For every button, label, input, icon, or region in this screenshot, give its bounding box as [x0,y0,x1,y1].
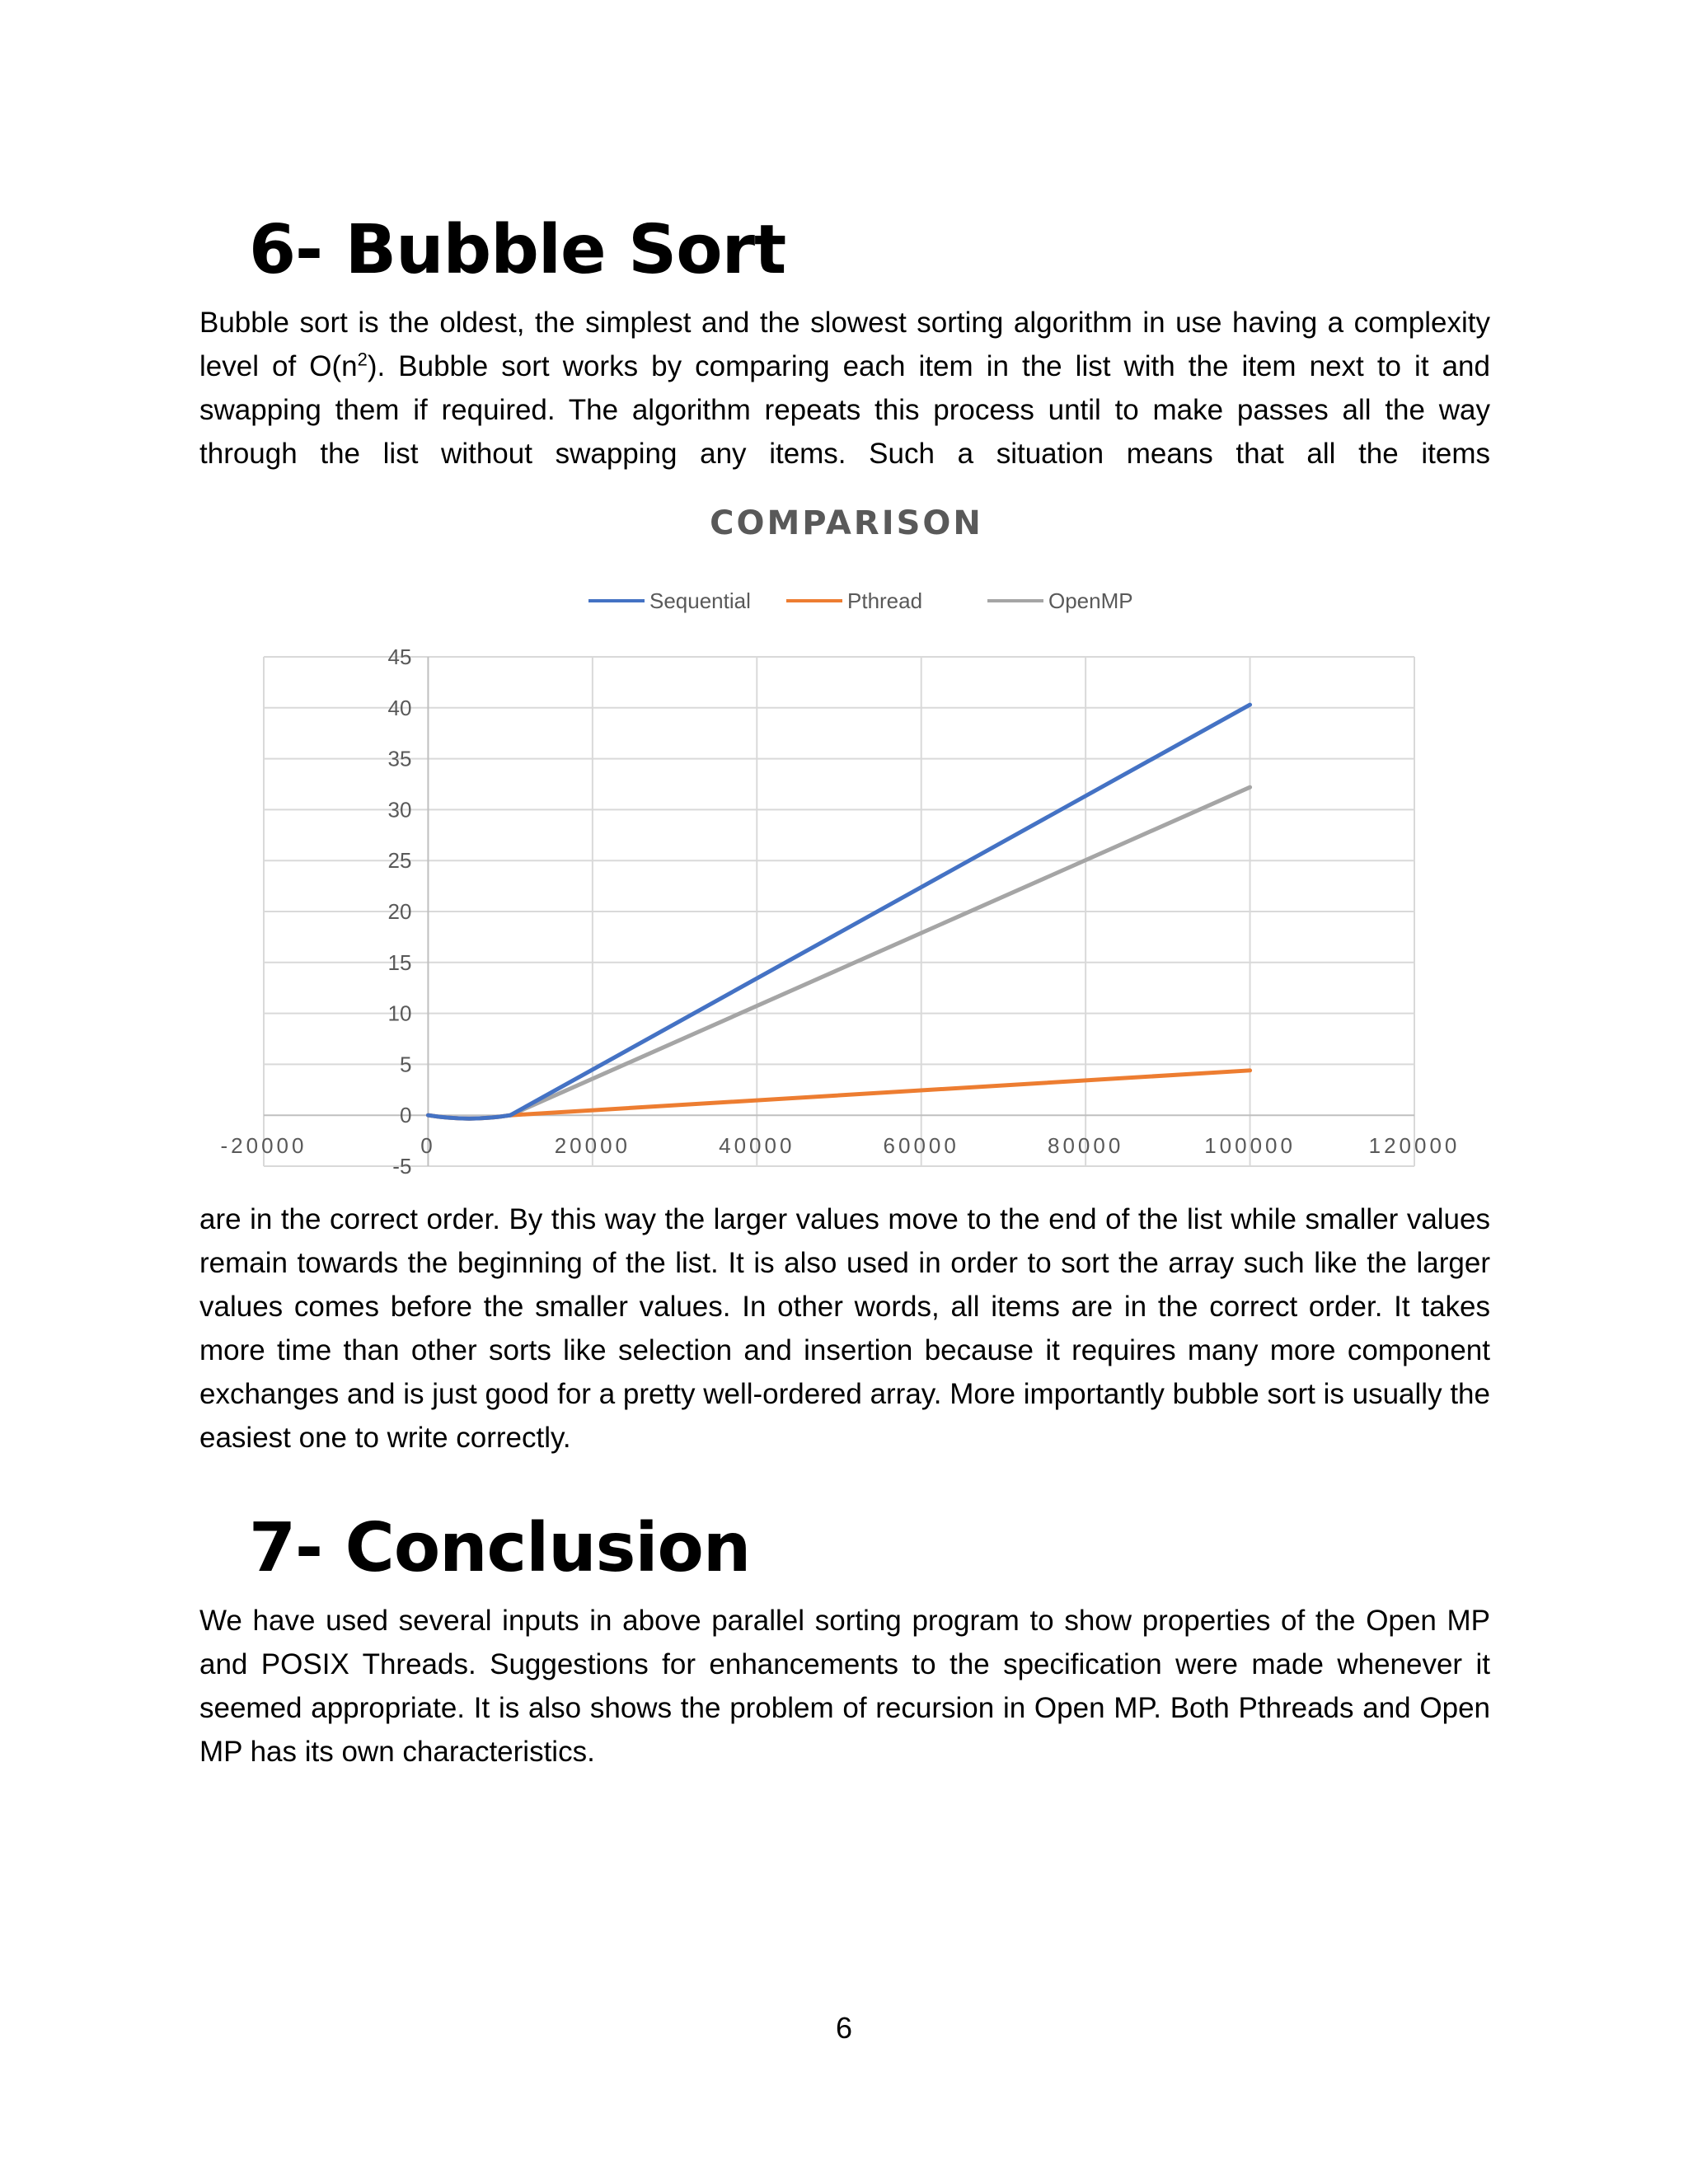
series-line-openmp [428,787,1250,1118]
conclusion-paragraph: We have used several inputs in above parallel sorting program to show properties of the Open MP and POSIX Threads. Suggestions for enhancements to the specification were made whenever it seemed appropriate. It is also shows the problem of recursion in Open MP. Both Pthreads and Open MP has its own characteristics. [199,1605,1490,1768]
x-tick-label: 40000 [719,1133,795,1159]
page-number: 6 [835,2011,853,2045]
x-tick-label: 60000 [883,1133,959,1159]
y-tick-label: 30 [387,797,412,823]
chart-title: COMPARISON [710,507,983,542]
comparison-chart [191,507,1502,1195]
x-tick-label: -20000 [220,1133,307,1159]
y-tick-label: 15 [387,949,412,975]
legend-label-sequential: Sequential [649,588,751,613]
y-tick-label: 45 [387,644,412,669]
section-heading-bubble-sort: 6- Bubble Sort [249,211,786,289]
x-tick-label: 80000 [1047,1133,1124,1159]
x-tick-label: 100000 [1204,1133,1296,1159]
y-tick-label: 35 [387,746,412,771]
x-tick-label: 0 [420,1133,436,1159]
y-tick-label: 5 [399,1052,412,1077]
bubble-sort-explanation-paragraph: are in the correct order. By this way the larger values move to the end of the list while smaller values remain towards the beginning of the list. It is also used in order to sort the array such like the larger values comes before the smaller values. In other words, all items are in the correct order. It takes more time than other sorts like selection and insertion because it requires many more component exchanges and is just good for a pretty well-ordered array. More importantly bubble sort is usually the easiest one to write correctly. [199,1203,1490,1454]
legend-label-pthread: Pthread [847,588,923,613]
y-tick-label: 25 [387,848,412,874]
y-tick-label: 40 [387,695,412,720]
x-tick-label: 20000 [554,1133,631,1159]
section-heading-conclusion: 7- Conclusion [249,1509,751,1587]
complexity-exponent: 2 [357,349,368,370]
intro-text-part1: Bubble sort is the oldest, the simplest and the slowest sorting algorithm in use having a complexity level of O(n [199,307,1490,382]
y-tick-label: 10 [387,1001,412,1026]
bubble-sort-intro-paragraph [199,301,1490,476]
x-tick-label: 120000 [1368,1133,1461,1159]
intro-text-part2: ). Bubble sort works by comparing each item in the list with the item next to it and swapping them if required. The algorithm repeats this process until to make passes all the way through the list without swapping any items. Such a situation means that all the items [199,350,1490,470]
y-tick-label: 0 [399,1103,412,1128]
legend-label-openmp: OpenMP [1048,588,1133,613]
y-tick-label: 20 [387,899,412,924]
y-tick-label: -5 [392,1154,412,1179]
